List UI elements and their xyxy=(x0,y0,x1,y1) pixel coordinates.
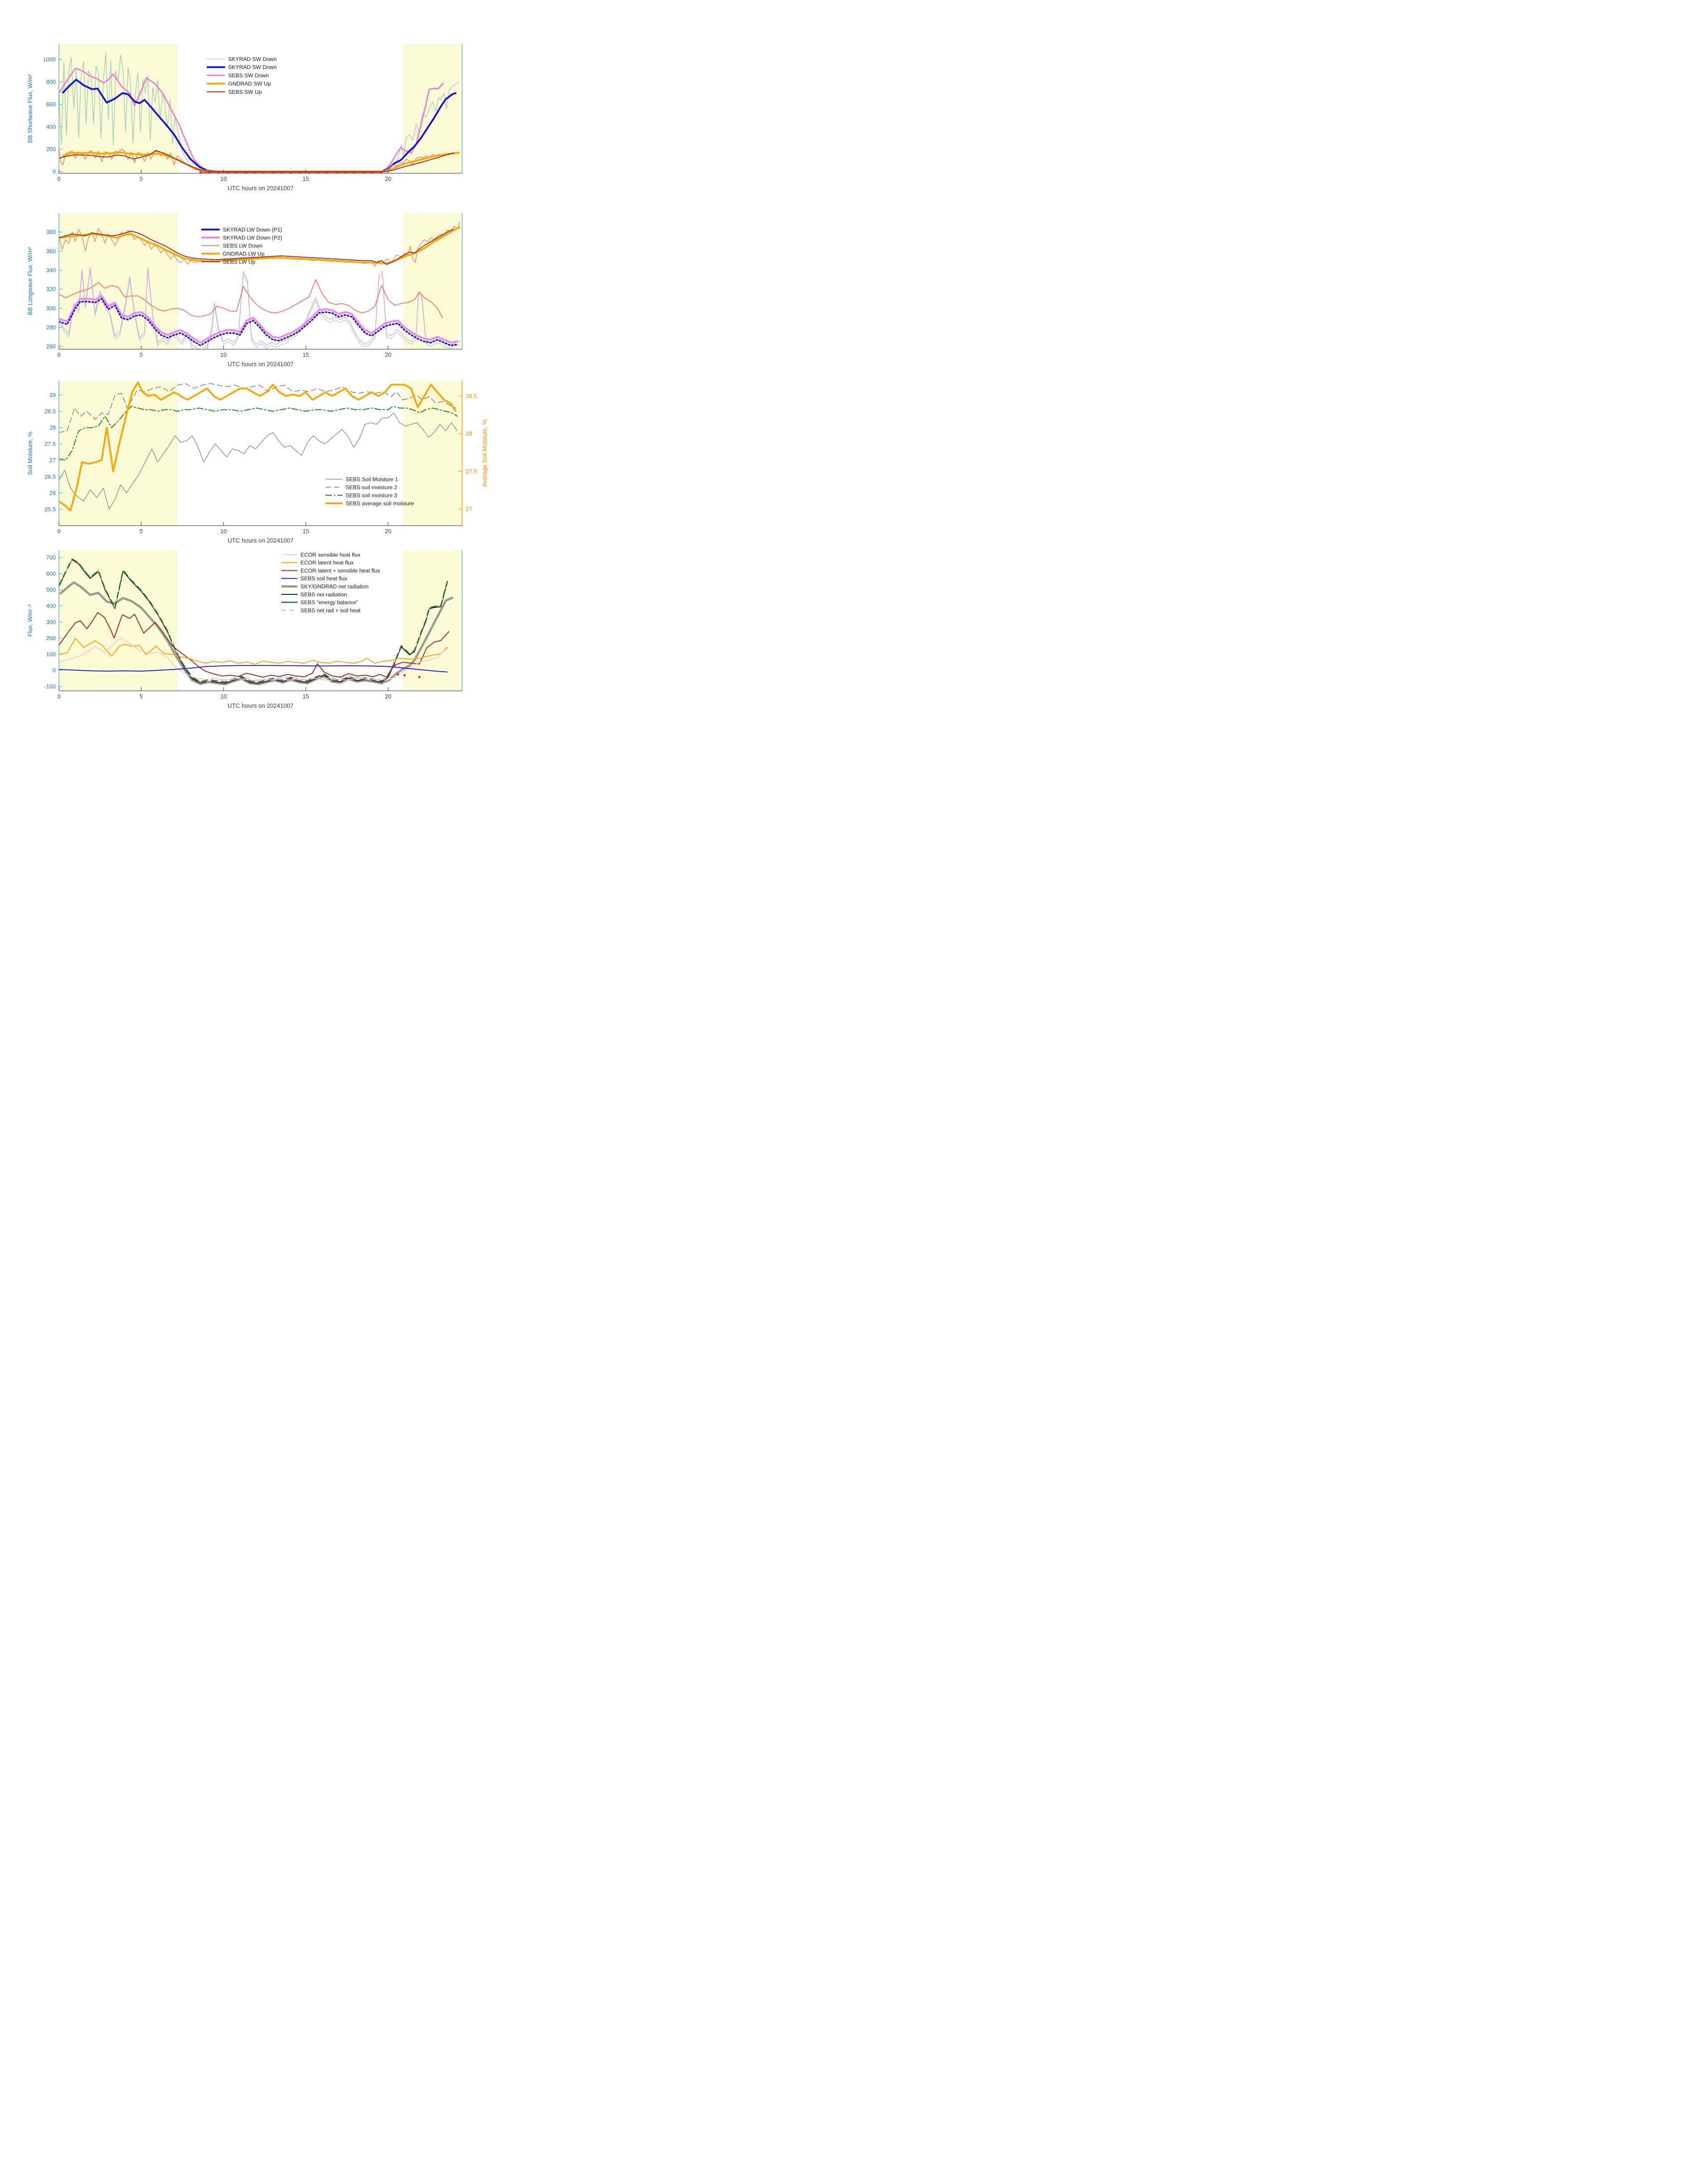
x-tick-label: 0 xyxy=(57,175,61,182)
legend-soil-moisture xyxy=(326,476,414,506)
y-tick-label: 26.5 xyxy=(44,473,56,480)
legend-entry-label: SKY/GNDRAD net radiation xyxy=(301,583,369,590)
y-tick-label: 380 xyxy=(46,229,56,236)
marker-ecor-flagged-points xyxy=(393,664,396,667)
legend-bb-shortwave-flux xyxy=(207,56,277,95)
x-tick-label: 15 xyxy=(302,351,309,358)
x-tick-label: 5 xyxy=(139,351,143,358)
y-tick-label: 400 xyxy=(46,123,56,130)
night-shading-band xyxy=(59,550,177,691)
y-axis-label: BB Shortwave Flux, W/m² xyxy=(27,74,33,143)
legend-entry-label: SEBS SW Up xyxy=(228,88,262,95)
marker-ecor-flagged-points xyxy=(404,674,406,676)
legend-entry-label: SEBS soil moisture 3 xyxy=(346,492,397,499)
x-tick-label: 15 xyxy=(302,693,309,700)
x-tick-label: 20 xyxy=(384,175,392,182)
y-tick-label: 27 xyxy=(49,457,56,464)
legend-entry-label: SEBS net rad + soil heat xyxy=(301,607,361,614)
legend-entry-label: SEBS LW Down xyxy=(223,242,263,249)
legend-entry-label: SKYRAD LW Down (P1) xyxy=(223,226,283,233)
y-tick-label: 360 xyxy=(46,247,56,255)
y-tick-label: 28.5 xyxy=(44,408,56,415)
y-tick-label: 300 xyxy=(46,305,56,312)
y-tick-label: 26 xyxy=(49,489,56,497)
right-y-tick-label: 28.5 xyxy=(466,393,477,400)
y-tick-label: 600 xyxy=(46,570,56,577)
legend-entry-label: SEBS LW Up xyxy=(223,259,255,265)
x-tick-label: 10 xyxy=(220,528,227,535)
y-axis-label: Soil Moisture, % xyxy=(27,431,33,475)
legend-surface-energy-flux xyxy=(281,552,380,614)
night-shading-band xyxy=(403,550,462,691)
x-tick-label: 15 xyxy=(302,528,309,535)
night-shading-band xyxy=(59,213,177,349)
night-shading-band xyxy=(403,213,462,349)
x-tick-label: 10 xyxy=(220,351,227,358)
legend-entry-label: GNDRAD SW Up xyxy=(228,80,271,87)
x-tick-label: 5 xyxy=(139,175,143,182)
x-tick-label: 10 xyxy=(220,693,227,700)
radiation-flux-figure xyxy=(0,0,569,726)
y-tick-label: 500 xyxy=(46,586,56,593)
x-tick-label: 20 xyxy=(384,693,392,700)
panel-surface-energy-flux xyxy=(27,550,462,709)
x-tick-label: 0 xyxy=(57,693,61,700)
y-tick-label: 700 xyxy=(46,554,56,561)
legend-entry-label: ECOR sensible heat flux xyxy=(301,552,360,558)
legend-entry-label: SEBS SW Down xyxy=(228,72,269,79)
legend-entry-label: ECOR latent + sensible heat flux xyxy=(301,567,380,574)
legend-entry-label: SEBS soil heat flux xyxy=(301,575,347,582)
legend-entry-label: GNDRAD LW Up xyxy=(223,251,265,257)
x-axis-label: UTC hours on 20241007 xyxy=(227,537,294,544)
legend-entry-label: SKYRAD LW Down (P2) xyxy=(223,234,283,241)
panel-bb-shortwave-flux xyxy=(27,44,462,192)
y-tick-label: 260 xyxy=(46,343,56,350)
right-y-tick-label: 27 xyxy=(466,506,472,513)
y-tick-label: 340 xyxy=(46,267,56,274)
marker-ecor-flagged-points xyxy=(418,676,421,678)
right-y-tick-label: 28 xyxy=(466,430,472,437)
right-y-tick-label: 27.5 xyxy=(466,468,477,475)
x-tick-label: 0 xyxy=(57,528,61,535)
y-tick-label: 200 xyxy=(46,635,56,642)
y-tick-label: 25.5 xyxy=(44,506,56,513)
y-tick-label: 400 xyxy=(46,602,56,610)
y-tick-label: 29 xyxy=(49,391,56,398)
legend-entry-label: SEBS net radiation xyxy=(301,591,347,598)
x-axis-label: UTC hours on 20241007 xyxy=(227,361,294,368)
x-tick-label: 5 xyxy=(139,528,143,535)
y-tick-label: 0 xyxy=(52,667,56,674)
legend-entry-label: ECOR latent heat flux xyxy=(301,560,354,566)
legend-entry-label: SKYRAD SW Down xyxy=(228,56,277,63)
y-tick-label: 0 xyxy=(52,168,56,175)
y-tick-label: 28 xyxy=(49,424,56,431)
x-tick-label: 10 xyxy=(220,175,227,182)
x-axis-label: UTC hours on 20241007 xyxy=(227,185,294,192)
panel-bb-longwave-flux xyxy=(27,213,462,368)
y-tick-label: 300 xyxy=(46,618,56,626)
x-tick-label: 0 xyxy=(57,351,61,358)
y-tick-label: 200 xyxy=(46,146,56,153)
y-tick-label: 280 xyxy=(46,324,56,331)
y-tick-label: 100 xyxy=(46,651,56,658)
y-tick-label: 27.5 xyxy=(44,440,56,447)
legend-entry-label: SEBS Soil Moisture 1 xyxy=(346,476,398,483)
y-tick-label: 1000 xyxy=(43,56,56,63)
y-tick-label: 320 xyxy=(46,286,56,293)
y-tick-label: 600 xyxy=(46,101,56,108)
x-axis-label: UTC hours on 20241007 xyxy=(227,702,294,709)
x-tick-label: 20 xyxy=(384,351,392,358)
figure-canvas xyxy=(0,0,569,726)
marker-ecor-flagged-points xyxy=(397,673,399,676)
x-tick-label: 15 xyxy=(302,175,309,182)
night-shading-band xyxy=(59,381,177,526)
legend-entry-label: SKYRAD SW Down xyxy=(228,64,277,71)
y-tick-label: -100 xyxy=(44,683,56,690)
x-tick-label: 5 xyxy=(139,693,143,700)
y-tick-label: 800 xyxy=(46,78,56,85)
y-axis-label: BB Longwave Flux, W/m² xyxy=(27,247,33,315)
legend-entry-label: SEBS soil moisture 2 xyxy=(346,484,397,491)
panel-soil-moisture xyxy=(27,381,488,544)
y-axis-label: Flux, W/m⁻² xyxy=(27,604,33,637)
legend-entry-label: SEBS "energy balance" xyxy=(301,599,359,606)
right-y-axis-label: Average Soil Moisture, % xyxy=(481,419,488,487)
legend-entry-label: SEBS average soil moisture xyxy=(346,500,414,507)
x-tick-label: 20 xyxy=(384,528,392,535)
